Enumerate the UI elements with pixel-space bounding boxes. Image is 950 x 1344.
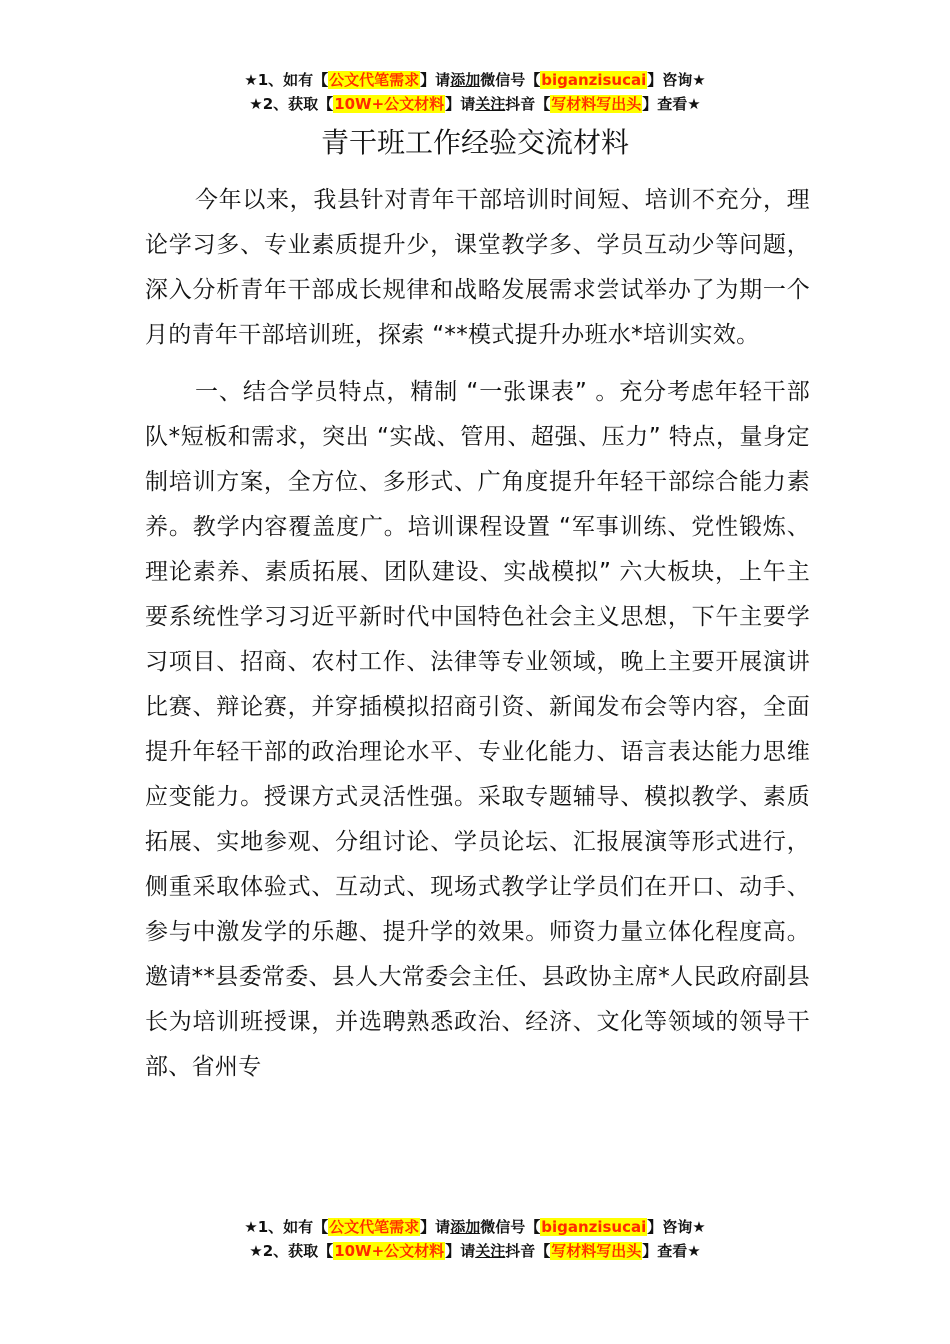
banner-wechat-id: biganzisucai [541, 1218, 647, 1236]
document-title: 青干班工作经验交流材料 [320, 126, 629, 159]
banner-text: 】请 [420, 71, 451, 89]
banner-line-2 [0, 1239, 950, 1263]
banner-text: 微信号【 [480, 1218, 541, 1236]
banner-highlight: 10W+公文材料 [334, 1242, 445, 1260]
banner-text: 】咨询★ [647, 1218, 706, 1236]
banner-highlight: 10W+公文材料 [334, 95, 445, 113]
banner-text: ★1、如有【 [244, 71, 329, 89]
banner-text: 抖音【 [505, 1242, 551, 1260]
banner-underlined-text: 关注 [475, 95, 506, 113]
banner-text: 】查看★ [642, 95, 701, 113]
banner-text: ★1、如有【 [244, 1218, 329, 1236]
banner-text: 抖音【 [505, 95, 551, 113]
banner-line-2 [0, 92, 950, 116]
banner-highlight: 公文代笔需求 [329, 71, 420, 89]
banner-text: 】咨询★ [647, 71, 706, 89]
banner-underlined-text: 关注 [475, 1242, 506, 1260]
document-body [145, 178, 810, 1102]
banner-text: ★2、获取【 [249, 95, 334, 113]
banner-text: ★2、获取【 [249, 1242, 334, 1260]
banner-underlined-text: 添加 [450, 1218, 481, 1236]
paragraph-section-1: 一、结合学员特点，精制 “一张课表” 。充分考虑年轻干部队*短板和需求，突出 “实战、管用、超强、压力” 特点，量身定制培训方案，全方位、多形式、广角度提升年轻干部综合能力素养。教学内容覆盖度广。培训课程设置 “军事训练、党性锻炼、理论素养、素质拓展、团队建设、实战模拟” 六大板块，上午主要系统性学习习近平新时代中国特色社会主义思想，下午主要学习项目、招商、农村工作、法律等专业领域，晚上主要开展演讲比赛、辩论赛，并穿插模拟招商引资、新闻发布会等内容，全面提升年轻干部的政治理论水平、专业化能力、语言表达能力思维应变能力。授课方式灵活性强。采取专题辅导、模拟教学、素质拓展、实地参观、分组讨论、学员论坛、汇报展演等形式进行，侧重采取体验式、互动式、现场式教学让学员们在开口、动手、参与中激发学的乐趣、提升学的效果。师资力量立体化程度高。邀请**县委常委、县人大常委会主任、县政协主席*人民政府副县长为培训班授课，并选聘熟悉政治、经济、文化等领域的领导干部、省州专 [145, 379, 810, 1080]
banner-text: 】请 [445, 95, 476, 113]
banner-text: 】查看★ [642, 1242, 701, 1260]
banner-underlined-text: 添加 [450, 71, 481, 89]
banner-douyin-id: 写材料写出头 [551, 1242, 642, 1260]
banner-text: 】请 [445, 1242, 476, 1260]
banner-wechat-id: biganzisucai [541, 71, 647, 89]
banner-text: 】请 [420, 1218, 451, 1236]
banner-text: 微信号【 [480, 71, 541, 89]
banner-highlight: 公文代笔需求 [329, 1218, 420, 1236]
footer-banner [0, 1215, 950, 1263]
header-banner [0, 68, 950, 116]
banner-line-1 [0, 1215, 950, 1239]
banner-line-1 [0, 68, 950, 92]
banner-douyin-id: 写材料写出头 [551, 95, 642, 113]
paragraph-intro: 今年以来，我县针对青年干部培训时间短、培训不充分，理论学习多、专业素质提升少，课堂教学多、学员互动少等问题，深入分析青年干部成长规律和战略发展需求尝试举办了为期一个月的青年干部培训班，探索 “**模式提升办班水*培训实效。 [145, 187, 810, 348]
